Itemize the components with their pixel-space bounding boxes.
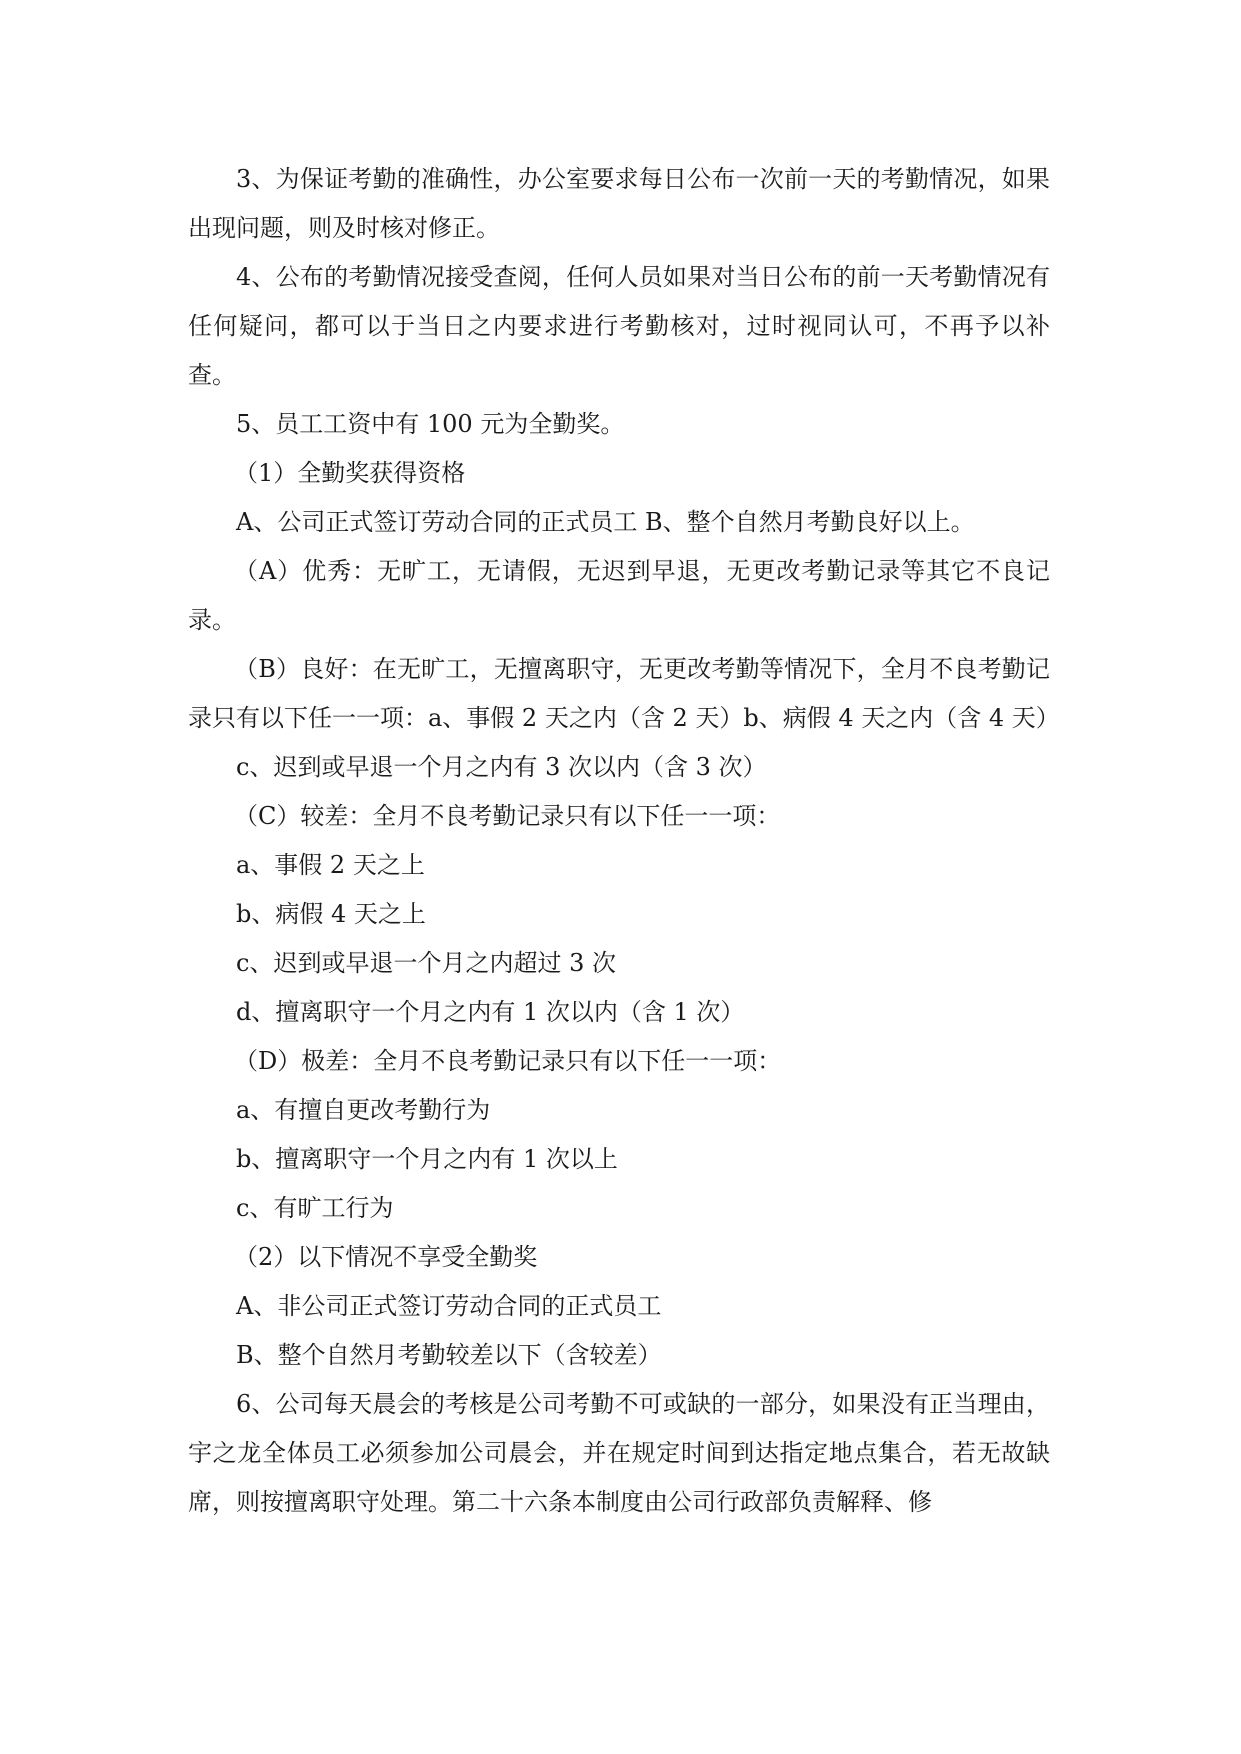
list-item: d、擅离职守一个月之内有 1 次以内（含 1 次） bbox=[236, 998, 745, 1026]
list-item: A、非公司正式签订劳动合同的正式员工 bbox=[236, 1292, 662, 1320]
list-item: B、整个自然月考勤较差以下（含较差） bbox=[236, 1341, 662, 1369]
list-item: （B）良好：在无旷工，无擅离职守，无更改考勤等情况下，全月不良考勤记录只有以下任一一项：a、事假 2 天之内（含 2 天）b、病假 4 天之内（含 4 天） bbox=[188, 655, 1060, 732]
paragraph-4: 4、公布的考勤情况接受查阅，任何人员如果对当日公布的前一天考勤情况有任何疑问，都可以于当日之内要求进行考勤核对，过时视同认可，不再予以补查。 bbox=[188, 263, 1050, 389]
list-item: （C）较差：全月不良考勤记录只有以下任一一项： bbox=[234, 802, 781, 830]
list-item: （D）极差：全月不良考勤记录只有以下任一一项： bbox=[234, 1047, 782, 1075]
paragraph-3: 3、为保证考勤的准确性，办公室要求每日公布一次前一天的考勤情况，如果出现问题，则及时核对修正。 bbox=[188, 165, 1050, 242]
list-item: c、有旷工行为 bbox=[236, 1194, 394, 1222]
list-item: a、有擅自更改考勤行为 bbox=[236, 1096, 491, 1124]
list-item: A、公司正式签订劳动合同的正式员工 B、整个自然月考勤良好以上。 bbox=[236, 508, 975, 536]
list-item: b、病假 4 天之上 bbox=[236, 900, 426, 928]
paragraph-6: 6、公司每天晨会的考核是公司考勤不可或缺的一部分，如果没有正当理由，宇之龙全体员工必须参加公司晨会，并在规定时间到达指定地点集合，若无故缺席，则按擅离职守处理。第二十六条本制度由公司行政部负责解释、修 bbox=[188, 1390, 1050, 1516]
list-item: a、事假 2 天之上 bbox=[236, 851, 425, 879]
subheading-1: （1）全勤奖获得资格 bbox=[234, 459, 466, 487]
document-body bbox=[188, 155, 1060, 1527]
list-item: c、迟到或早退一个月之内有 3 次以内（含 3 次） bbox=[236, 753, 767, 781]
list-item: c、迟到或早退一个月之内超过 3 次 bbox=[236, 949, 616, 977]
list-item: b、擅离职守一个月之内有 1 次以上 bbox=[236, 1145, 618, 1173]
list-item: （A）优秀：无旷工，无请假，无迟到早退，无更改考勤记录等其它不良记录。 bbox=[188, 557, 1050, 634]
subheading-2: （2）以下情况不享受全勤奖 bbox=[234, 1243, 538, 1271]
paragraph-5: 5、员工工资中有 100 元为全勤奖。 bbox=[236, 410, 625, 438]
